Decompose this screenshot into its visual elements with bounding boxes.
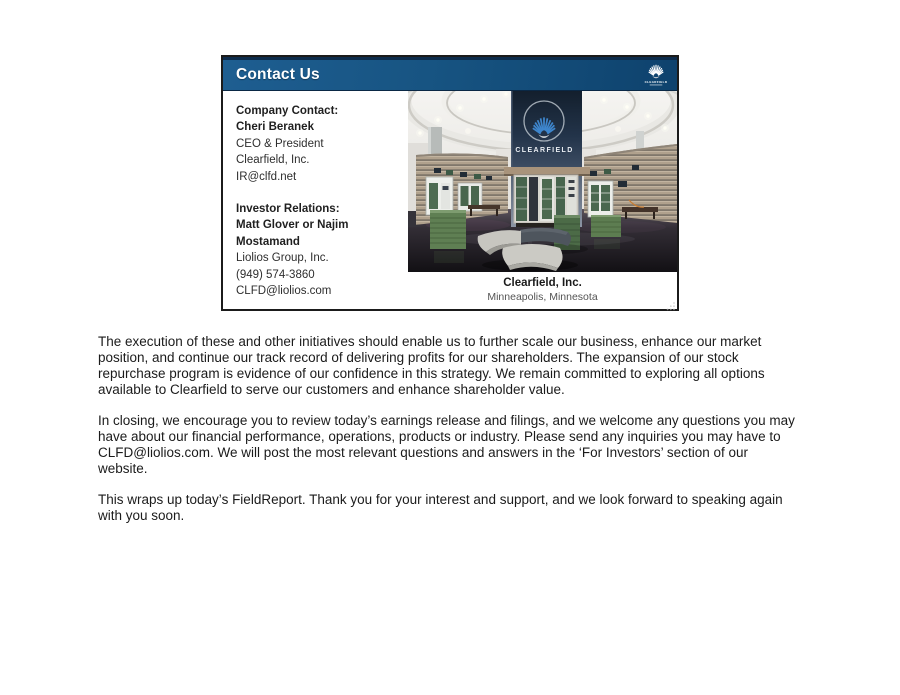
logo-tagline-bar	[650, 84, 663, 85]
company-contact-heading: Company Contact:	[236, 105, 339, 117]
investor-relations-email: CLFD@liolios.com	[236, 285, 332, 298]
letter-paragraph-1: The execution of these and other initiatives should enable us to further scale our business, enhance our market position, and continue our track record of delivering profits for our shareholders. The expansion of our stock repurchase program is evidence of our confidence in this strategy. We remain committed to exploring all options available to Clearfield to serve our customers and enhance shareholder value.	[98, 334, 765, 397]
contact-us-heading: Contact Us	[236, 66, 320, 83]
contact-card	[221, 55, 679, 311]
letter-paragraph-2: In closing, we encourage you to review today’s earnings release and filings, and we welcome any questions you may have about our financial performance, operations, products or industry. Please send any inquiries you may have to CLFD@liolios.com. We will post the most relevant questions and answers in the ‘For Investors’ section of our website.	[98, 413, 795, 476]
company-contact-role: CEO & President	[236, 137, 324, 150]
right-green-crates	[591, 215, 621, 237]
right-display-cabinets	[588, 181, 613, 217]
photo-caption	[408, 272, 677, 308]
showroom-photo	[408, 91, 677, 272]
investor-relations-heading: Investor Relations:	[236, 203, 340, 216]
pillar-logo-text: CLEARFIELD	[515, 147, 574, 154]
clearfield-logo-icon	[640, 62, 672, 90]
caption-location: Minneapolis, Minnesota	[487, 290, 598, 303]
contact-card-body	[223, 91, 677, 308]
contact-card-header	[223, 57, 677, 91]
investor-relations-phone: (949) 574-3860	[236, 268, 315, 281]
investor-relations-org: Liolios Group, Inc.	[236, 252, 329, 265]
company-contact-name: Cheri Beranek	[236, 121, 314, 134]
investor-relations-names: Matt Glover or Najim Mostamand	[236, 219, 349, 248]
caption-company-name: Clearfield, Inc.	[503, 277, 582, 289]
logo-wordmark: CLEARFIELD	[644, 79, 668, 84]
company-contact-email: IR@clfd.net	[236, 170, 297, 183]
investor-relations-group	[236, 201, 402, 299]
company-contact-group	[236, 103, 402, 185]
contact-info-panel	[223, 91, 408, 308]
letter-body	[98, 334, 800, 540]
company-contact-org: Clearfield, Inc.	[236, 154, 310, 167]
photo-column	[408, 91, 677, 308]
left-green-crates	[430, 210, 466, 249]
resize-handle-icon	[666, 298, 676, 308]
letter-paragraph-3: This wraps up today’s FieldReport. Thank you for your interest and support, and we look forward to speaking again with you soon.	[98, 492, 783, 524]
